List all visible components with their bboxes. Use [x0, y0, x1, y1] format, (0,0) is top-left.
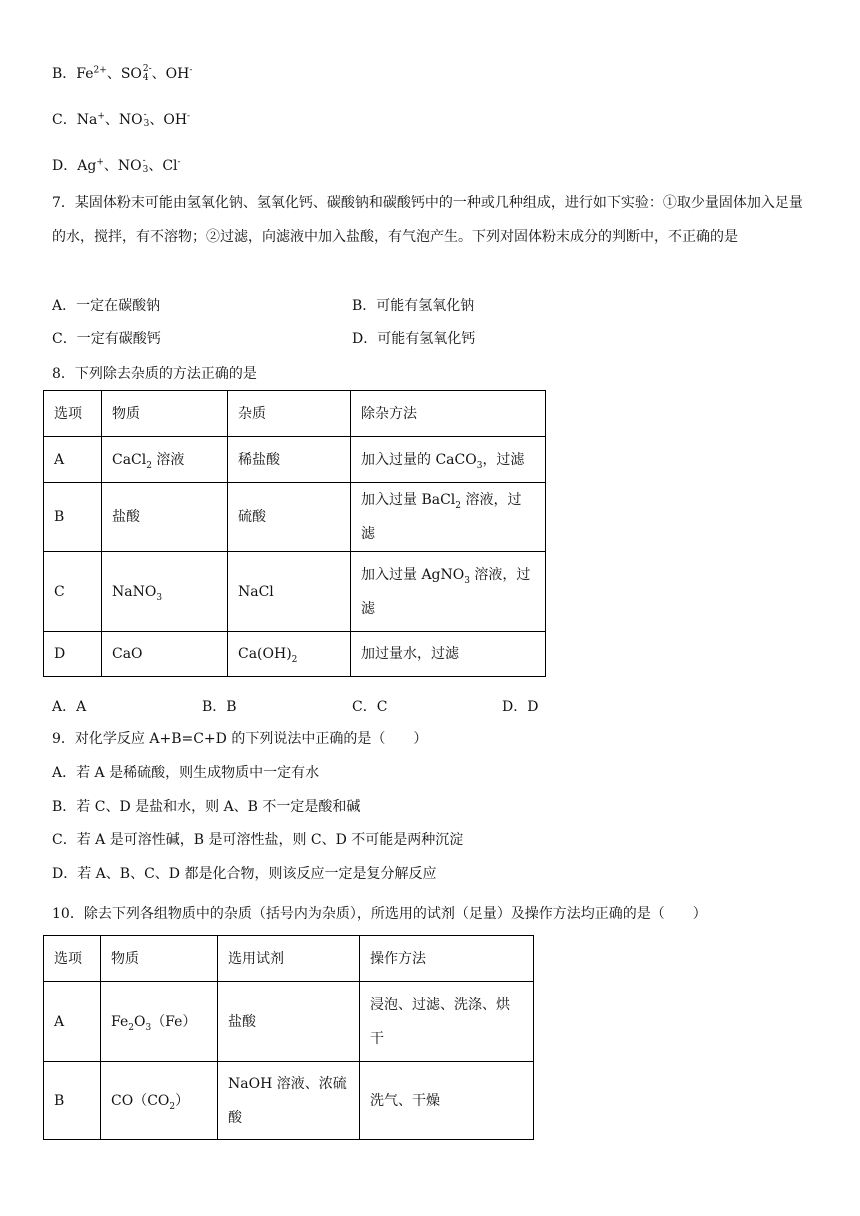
table-cell: B — [44, 483, 102, 552]
table-row — [44, 437, 546, 483]
q8-answer-a: A．A — [52, 699, 87, 715]
q10-stem: 10．除去下列各组物质中的杂质（括号内为杂质），所选用的试剂（足量）及操作方法均正确的是（ ） — [52, 906, 707, 922]
table-row — [44, 1062, 534, 1140]
table-cell: NaCl — [228, 552, 351, 632]
table-row — [44, 552, 546, 632]
q8-header-cell: 物质 — [102, 391, 228, 437]
q9-option-a: A．若 A 是稀硫酸，则生成物质中一定有水 — [52, 765, 320, 781]
q8-header-cell: 选项 — [44, 391, 102, 437]
q7-option-c: C．一定有碳酸钙 — [52, 331, 161, 347]
table-row — [44, 982, 534, 1062]
table-cell: 加入过量 BaCl$_2$ 溶液，过滤 — [351, 483, 546, 552]
q10-table — [43, 935, 534, 1140]
q8-header-cell: 杂质 — [228, 391, 351, 437]
q6-option-d: D．Ag+、NO - 3 、Cl- — [52, 156, 181, 175]
table-cell: $CO(CO_2)$ — [101, 1062, 218, 1140]
q8-header-row — [44, 391, 546, 437]
table-cell: 盐酸 — [102, 483, 228, 552]
q9-option-c: C．若 A 是可溶性碱，B 是可溶性盐，则 C、D 不可能是两种沉淀 — [52, 832, 464, 848]
table-cell: NaOH 溶液、浓硫 酸 — [218, 1062, 360, 1140]
table-cell: NaNO$_3$ — [102, 552, 228, 632]
table-cell: A — [44, 982, 101, 1062]
table-cell: CaO — [102, 632, 228, 677]
q8-answer-c: C．C — [352, 699, 388, 715]
q6-option-b: B．$Fe^{2+}$、SO 2- 4 、OH- — [52, 64, 193, 83]
q8-stem: 8．下列除去杂质的方法正确的是 — [52, 366, 257, 382]
table-row — [44, 483, 546, 552]
q10-header-cell: 物质 — [101, 936, 218, 982]
q8-answer-b: B．B — [202, 699, 237, 715]
table-cell: D — [44, 632, 102, 677]
table-row — [44, 632, 546, 677]
q10-header-cell: 选项 — [44, 936, 101, 982]
table-cell: $Ca(OH)_2$ — [228, 632, 351, 677]
q10-header-cell: 操作方法 — [360, 936, 534, 982]
table-cell: CaCl$_2$ 溶液 — [102, 437, 228, 483]
q7-stem: 7．某固体粉末可能由氢氧化钠、氢氧化钙、碳酸钠和碳酸钙中的一种或几种组成，进行如下实验：①取少量固体加入足量的水，搅拌，有不溶物；②过滤，向滤液中加入盐酸，有气泡产生。下列对固体粉末成分的判断中，不正确的是 — [52, 195, 803, 245]
table-cell: 盐酸 — [218, 982, 360, 1062]
q8-header-cell: 除杂方法 — [351, 391, 546, 437]
table-cell: 浸泡、过滤、洗涤、烘 干 — [360, 982, 534, 1062]
q6-option-c: C．Na+、NO - 3 、OH- — [52, 110, 191, 129]
q10-header-cell: 选用试剂 — [218, 936, 360, 982]
table-cell: 硫酸 — [228, 483, 351, 552]
table-cell: B — [44, 1062, 101, 1140]
q7-option-b: B．可能有氢氧化钠 — [352, 298, 475, 314]
q8-table — [43, 390, 546, 677]
table-cell: 加过量水，过滤 — [351, 632, 546, 677]
table-cell: $Fe_2O_3(Fe)$ — [101, 982, 218, 1062]
q9-stem: 9．对化学反应 A+B=C+D 的下列说法中正确的是（ ） — [52, 731, 428, 747]
table-cell: C — [44, 552, 102, 632]
table-cell: 加入过量的 CaCO$_3$，过滤 — [351, 437, 546, 483]
table-cell: A — [44, 437, 102, 483]
table-cell: 洗气、干燥 — [360, 1062, 534, 1140]
q7-option-d: D．可能有氢氧化钙 — [352, 331, 476, 347]
q7-option-a: A．一定在碳酸钠 — [52, 298, 161, 314]
table-cell: 稀盐酸 — [228, 437, 351, 483]
q10-header-row — [44, 936, 534, 982]
table-cell: 加入过量 AgNO$_3$ 溶液，过 滤 — [351, 552, 546, 632]
q9-option-d: D．若 A、B、C、D 都是化合物，则该反应一定是复分解反应 — [52, 866, 437, 882]
q8-answer-d: D．D — [502, 699, 539, 715]
q9-option-b: B．若 C、D 是盐和水，则 A、B 不一定是酸和碱 — [52, 799, 361, 815]
